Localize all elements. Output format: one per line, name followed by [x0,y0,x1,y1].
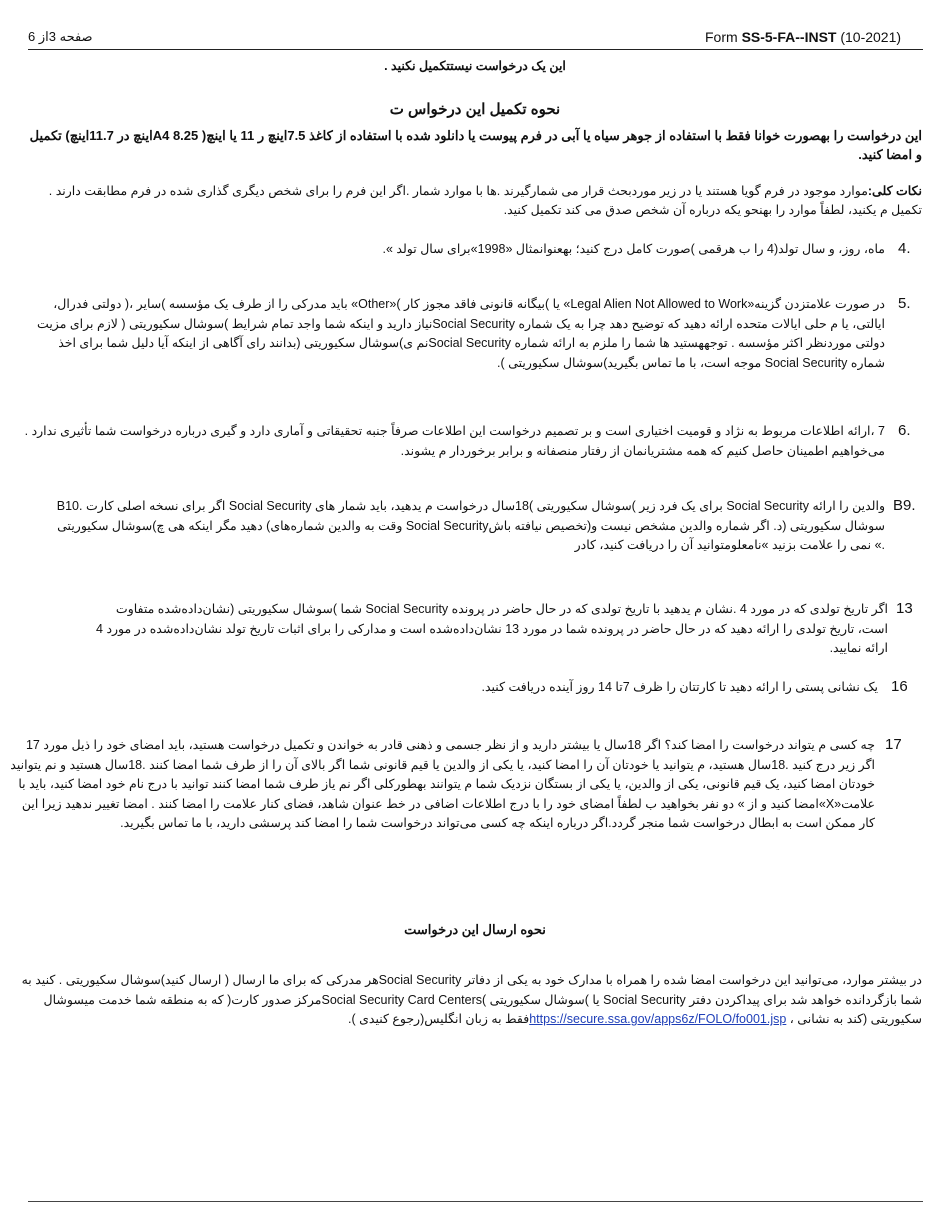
item-number: 6. [898,422,911,439]
item-number: 17 [885,736,902,753]
page-number: صفحه 3از 6 [28,29,93,44]
send-instructions [20,971,922,1030]
send-text-part2: فقط به زبان انگلیس(رجوع کنیدی ). [347,1012,530,1026]
item-number: 5. [898,295,911,312]
item-text: یک نشانی پستی را ارائه دهید تا کارتتان را ظرف 7تا 14 روز آینده دریافت کنید. [481,680,878,694]
form-identifier [705,29,901,45]
form-date: (10-2021) [836,29,902,45]
general-notes-label: نکات کلی: [867,184,922,198]
general-notes-text: موارد موجود در فرم گویا هستند یا در زیر موردبحث قرار می شمارگیرند .ها با موارد شمار .اگر این فرم را برای شخص دیگری گذاری شده در فرم مطابقت دارند . تکمیل م یکنید، لطفاً موارد را بهنحو یکه درباره آن شخص صدق می کند تکمیل کنید. [48,184,922,217]
office-locator-link[interactable]: https://secure.ssa.gov/apps6z/FOLO/fo001.jsp [529,1012,787,1026]
how-to-instructions: این درخواست را بهصورت خوانا فقط با استفاده از جوهر سیاه یا آبی در فرم پیوست یا دانلود شده با استفاده از کاغذ 7.5اینچ ر 11 یا اینچ( 8.25 A4اینچ در 11.7اینچ) تکمیل و امضا کنید. [29,128,922,162]
item-number: B9. [893,497,916,514]
item-text: اگر تاریخ تولدی که در مورد 4 .نشان م یدهید با تاریخ تولدی که در حال حاضر در پرونده Social Security شما )سوشال سکیوریتی (نشان‌داده‌شده متفاوت است، تاریخ تولدی را ارائه دهید که در حال حاضر در پرونده شما در مورد 13 نشان‌داده‌شده است و مدارکی را برای اثبات تاریخ تولد نشان‌داده‌شده در مورد 4 ارائه نمایید. [96,602,888,655]
send-title: نحوه ارسال این درخواست [404,922,546,937]
item-number: 4. [898,240,911,257]
header-divider [28,49,923,50]
item-number: 16 [891,678,908,695]
send-text-part1: در بیشتر موارد، می‌توانید این درخواست امضا شده را همراه با مدارک خود به یکی از دفاتر Social Securityهر مدرکی که برای ما ارسال ( ارسال کنید)سوشال سکیوریتی . کنید به شما بازگردانده خواهد شد برای پیداکردن دفتر Social Security یا )سوشال سکیوریتی )Social Security Card Centersمرکز صدور کارت( که به منطقه شما خدمت میسوشال سکیوریتی (کند به نشانی ، [21,973,922,1026]
item-text: در صورت علامتزدن گزینه«Legal Alien Not Allowed to Work» یا )بیگانه قانونی فاقد مجوز کار )«Other» باید مدرکی را از طرف یک مؤسسه )سایر ،( دولتی فدرال، ایالتی، یا م حلی ایالات متحده ارائه دهید که توضیح دهد چرا به یک شماره Social Securityنیاز دارید و اینکه شما واجد تمام شرایط )سوشال سکیوریتی ( لازم برای مزیت دولتی موردنظر اکثر مؤسسه . توجههستید ها شما را ملزم به ارائه شماره Social Securityنم ی)سوشال سکیوریتی (بدانند رای آگاهی از اینکه آیا دلیل شما برای اخذ شماره Social Security موجه است، با ما تماس بگیرید)سوشال سکیوریتی ). [37,297,885,370]
form-prefix: Form [705,29,742,45]
footer-divider [28,1201,923,1202]
notice-text: این یک درخواست نیستتکمیل نکنید . [384,59,566,73]
item-text: چه کسی م یتواند درخواست را امضا کند؟ اگر 18سال یا بیشتر دارید و از نظر جسمی و ذهنی قادر به خواندن و تکمیل درخواست هستید، باید امضای خود را ذیل مورد 17 اگر زیر درج کنید .18سال هستید، م یتوانید یا خودتان آن را امضا کنید، یا یکی از والدین یا قیم قانونی شما اگر بالای آن را از طرف شما امضا کنند .18سال هستید و نم یتوانید خودتان امضا کنید، یک قیم قانونی، یکی از والدین، یا یکی از بستگان نزدیک شما م یتوانند بهطورکلی اگر نم یاز طرف شما امضا کنند توانید با درج نام خود امضا کنید، باید با علامت«X»امضا کنید و از » دو نفر بخواهید ب لطفاً امضای خود را با درج اطلاعات اضافی در خط عنوان شاهد، فضای کنار علامت را امضا کنند . امضا تغییر ندهید زیرا این کار ممکن است به ابطال درخواست شما منجر گردد.اگر درباره اینکه چه کسی می‌تواند درخواست شما را امضا کند پرسشی دارید، با ما تماس بگیرید. [10,738,875,830]
item-text: ماه، روز، و سال تولد(4 را ب هرقمی )صورت کامل درج کنید؛ بهعنوانمثال «1998»برای سال تولد ». [382,242,885,256]
item-text: 7 ،ارائه اطلاعات مربوط به نژاد و قومیت اختیاری است و بر تصمیم درخواست این اطلاعات صرفاً جنبه تحقیقاتی و آماری دارد و گیری درباره درخواست شما تأثیری ندارد . می‌خواهیم اطمینان حاصل کنیم که همه مشتریانمان از رفتار منصفانه و برابر برخوردار م یشوند. [24,424,885,458]
how-to-title: نحوه تکمیل این درخواس ت [389,101,561,118]
general-notes [28,182,922,220]
item-text: B10. اگر برای نسخه اصلی کارت Social Security برای یک فرد زیر )سوشال سکیوریتی )18سال درخواست م یدهید، باید شمار های Social Security والدین را ارائه دهید مگر اینکه هی چ)سوشال سکیوریتی (وقت به والدین شماره‌های Social Securityتخصیص نیافته باش)سوشال سکیوریتی (د. اگر شماره والدین مشخص نیست و نمی را علامت بزنید »نامعلومتوانید آن را دریافت کنید، کادر «. [56,499,885,552]
form-code: SS-5-FA--INST [741,29,837,45]
item-number: 13 [896,600,913,617]
